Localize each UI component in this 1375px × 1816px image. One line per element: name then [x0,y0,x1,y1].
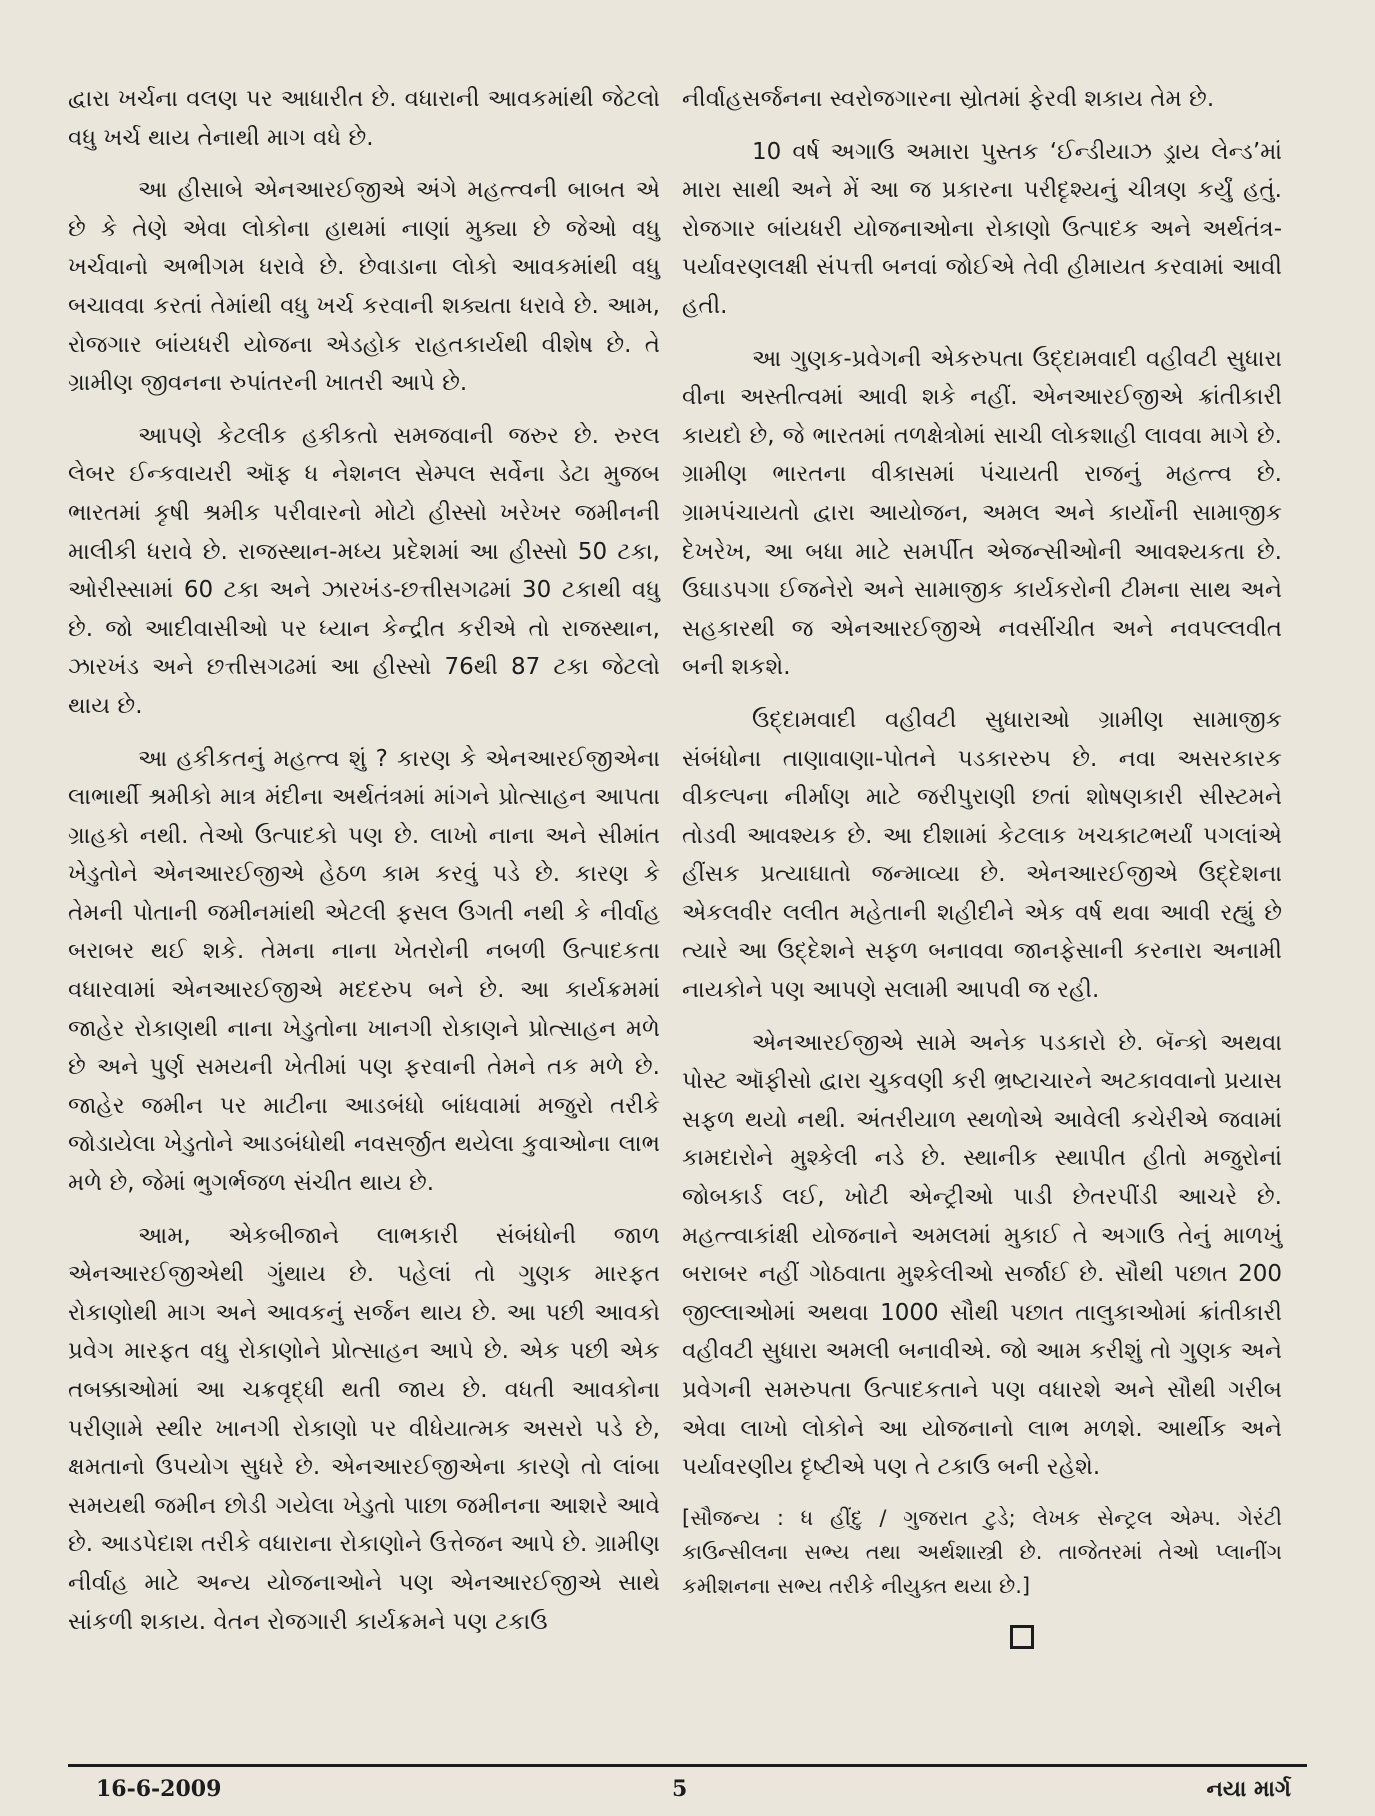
paragraph: આ હીસાબે એનઆરઈજીએ અંગે મહત્ત્વની બાબત એ છે કે તેણે એવા લોકોના હાથમાં નાણાં મુક્યા છે જેઓ વધુ ખર્ચવાનો અભીગમ ધરાવે છે. છેવાડાના લોકો આવકમાંથી વધુ બચાવવા કરતાં તેમાંથી વધુ ખર્ચ કરવાની શક્યતા ધરાવે છે. આમ, રોજગાર બાંયધરી યોજના એડહોક રાહતકાર્યથી વીશેષ છે. તે ગ્રામીણ જીવનના રુપાંતરની ખાતરી આપે છે. [68,177,660,397]
left-column [68,80,660,1655]
page-number: 5 [672,1776,688,1802]
end-of-article-square-icon [1010,1625,1034,1649]
paragraph: નીર્વાહસર્જનના સ્વરોજગારના સ્રોતમાં ફેરવી શકાય તેમ છે. [682,86,1215,112]
paragraph: ઉદ્દામવાદી વહીવટી સુધારાઓ ગ્રામીણ સામાજીક સંબંધોના તાણાવાણા-પોતને પડકારરુપ છે. નવા અસરકારક વીકલ્પના નીર્માણ માટે જરીપુરાણી છતાં શોષણકારી સીસ્ટમને તોડવી આવશ્યક છે. આ દીશામાં કેટલાક ખચકાટભર્યાં પગલાંએ હીંસક પ્રત્યાઘાતો જન્માવ્યા છે. એનઆરઈજીએ ઉદ્દેશના એકલવીર લલીત મહેતાની શહીદીને એક વર્ષ થવા આવી રહ્યું છે ત્યારે આ ઉદ્દેશને સફળ બનાવવા જાનફેસાની કરનારા અનામી નાયકોને પણ આપણે સલામી આપવી જ રહી. [682,706,1282,1004]
right-column [682,80,1282,1649]
paragraph: દ્વારા ખર્ચના વલણ પર આધારીત છે. વધારાની આવકમાંથી જેટલો વધુ ખર્ચ થાય તેનાથી માગ વધે છે. [68,86,660,151]
publication-name: નયા માર્ગ [1206,1776,1291,1802]
issue-date: 16-6-2009 [96,1776,222,1802]
paragraph: એનઆરઈજીએ સામે અનેક પડકારો છે. બૅન્કો અથવા પોસ્ટ ઑફીસો દ્વારા ચુકવણી કરી ભ્રષ્ટાચારને અટકાવવાનો પ્રયાસ સફળ થયો નથી. અંતરીયાળ સ્થળોએ આવેલી કચેરીએ જવામાં કામદારોને મુશ્કેલી નડે છે. સ્થાનીક સ્થાપીત હીતો મજુરોનાં જોબકાર્ડ લઈ, ખોટી એન્ટ્રીઓ પાડી છેતરપીંડી આચરે છે. મહત્ત્વાકાંક્ષી યોજનાને અમલમાં મુકાઈ તે અગાઉ તેનું માળખું બરાબર નહીં ગોઠવાતા મુશ્કેલીઓ સર્જાઈ છે. સૌથી પછાત 200 જીલ્લાઓમાં અથવા 1000 સૌથી પછાત તાલુકાઓમાં ક્રાંતીકારી વહીવટી સુધારા અમલી બનાવીએ. જો આમ કરીશું તો ગુણક અને પ્રવેગની સમરુપતા ઉત્પાદકતાને પણ વધારશે અને સૌથી ગરીબ એવા લાખો લોકોને આ યોજનાનો લાભ મળશે. આર્થીક અને પર્યાવરણીય દૃષ્ટીએ પણ તે ટકાઉ બની રહેશે. [682,1029,1282,1481]
paragraph: આમ, એકબીજાને લાભકારી સંબંધોની જાળ એનઆરઈજીએથી ગુંથાય છે. પહેલાં તો ગુણક મારફત રોકાણોથી માગ અને આવકનું સર્જન થાય છે. આ પછી આવકો પ્રવેગ મારફત વધુ રોકાણોને પ્રોત્સાહન આપે છે. એક પછી એક તબક્કાઓમાં આ ચક્રવૃદ્ધી થતી જાય છે. વધતી આવકોના પરીણામે સ્થીર ખાનગી રોકાણો પર વીધેયાત્મક અસરો પડે છે, ક્ષમતાનો ઉપયોગ સુધરે છે. એનઆરઈજીએના કારણે તો લાંબા સમયથી જમીન છોડી ગયેલા ખેડુતો પાછા જમીનના આશરે આવે છે. આડપેદાશ તરીકે વધારાના રોકાણોને ઉત્તેજન આપે છે. ગ્રામીણ નીર્વાહ માટે અન્ય યોજનાઓને પણ એનઆરઈજીએ સાથે સાંકળી શકાય. વેતન રોજગારી કાર્યક્રમને પણ ટકાઉ [68,1222,660,1635]
source-credit: [સૌજન્ય : ધ હીંદુ / ગુજરાત ટુડે; લેખક સેન્ટ્રલ એમ્પ. ગેરંટી કાઉન્સીલના સભ્ય તથા અર્થશાસ્ત્રી છે. તાજેતરમાં તેઓ પ્લાનીંગ કમીશનના સભ્ય તરીકે નીયુક્ત થયા છે.] [682,1505,1282,1598]
footer-divider [68,1764,1307,1767]
paragraph: આપણે કેટલીક હકીકતો સમજવાની જરુર છે. રુરલ લેબર ઈન્કવાયરી ઑફ ધ નેશનલ સેમ્પલ સર્વેના ડેટા મુજબ ભારતમાં કૃષી શ્રમીક પરીવારનો મોટો હીસ્સો ખરેખર જમીનની માલીકી ધરાવે છે. રાજસ્થાન-મધ્ય પ્રદેશમાં આ હીસ્સો 50 ટકા, ઓરીસ્સામાં 60 ટકા અને ઝારખંડ-છત્તીસગઢમાં 30 ટકાથી વધુ છે. જો આદીવાસીઓ પર ધ્યાન કેન્દ્રીત કરીએ તો રાજસ્થાન, ઝારખંડ અને છત્તીસગઢમાં આ હીસ્સો 76થી 87 ટકા જેટલો થાય છે. [68,422,660,719]
paragraph: આ ગુણક-પ્રવેગની એકરુપતા ઉદ્દામવાદી વહીવટી સુધારા વીના અસ્તીત્વમાં આવી શકે નહીં. એનઆરઈજીએ ક્રાંતીકારી કાયદો છે, જે ભારતમાં તળક્ષેત્રોમાં સાચી લોકશાહી લાવવા માગે છે. ગ્રામીણ ભારતના વીકાસમાં પંચાયતી રાજનું મહત્ત્વ છે. ગ્રામપંચાયતો દ્વારા આયોજન, અમલ અને કાર્યોની સામાજીક દેખરેખ, આ બધા માટે સમર્પીત એજન્સીઓની આવશ્યકતા છે. ઉઘાડપગા ઈજનેરો અને સામાજીક કાર્યકરોની ટીમના સાથ અને સહકારથી જ એનઆરઈજીએ નવસીંચીત અને નવપલ્લવીત બની શકશે. [682,345,1282,681]
paragraph: 10 વર્ષ અગાઉ અમારા પુસ્તક ‘ઈન્ડીયાઝ ડ્રાય લેન્ડ’માં મારા સાથી અને મેં આ જ પ્રકારના પરીદૃશ્યનું ચીત્રણ કર્યું હતું. રોજગાર બાંયધરી યોજનાઓના રોકાણો ઉત્પાદક અને અર્થતંત્ર-પર્યાવરણલક્ષી સંપત્તી બનવાં જોઈએ તેવી હીમાયત કરવામાં આવી હતી. [682,138,1282,319]
paragraph: આ હકીકતનું મહત્ત્વ શું ? કારણ કે એનઆરઈજીએના લાભાર્થી શ્રમીકો માત્ર મંદીના અર્થતંત્રમાં માંગને પ્રોત્સાહન આપતા ગ્રાહકો નથી. તેઓ ઉત્પાદકો પણ છે. લાખો નાના અને સીમાંત ખેડુતોને એનઆરઈજીએ હેઠળ કામ કરવું પડે છે. કારણ કે તેમની પોતાની જમીનમાંથી એટલી ફસલ ઉગતી નથી કે નીર્વાહ બરાબર થઈ શકે. તેમના નાના ખેતરોની નબળી ઉત્પાદકતા વધારવામાં એનઆરઈજીએ મદદરુપ બને છે. આ કાર્યક્રમમાં જાહેર રોકાણથી નાના ખેડુતોના ખાનગી રોકાણને પ્રોત્સાહન મળે છે અને પુર્ણ સમયની ખેતીમાં પણ ફરવાની તેમને તક મળે છે. જાહેર જમીન પર માટીના આડબંધો બાંધવામાં મજુરો તરીકે જોડાયેલા ખેડુતોને આડબંધોથી નવસર્જીત થયેલા કુવાઓના લાભ મળે છે, જેમાં ભુગર્ભજળ સંચીત થાય છે. [68,745,660,1197]
